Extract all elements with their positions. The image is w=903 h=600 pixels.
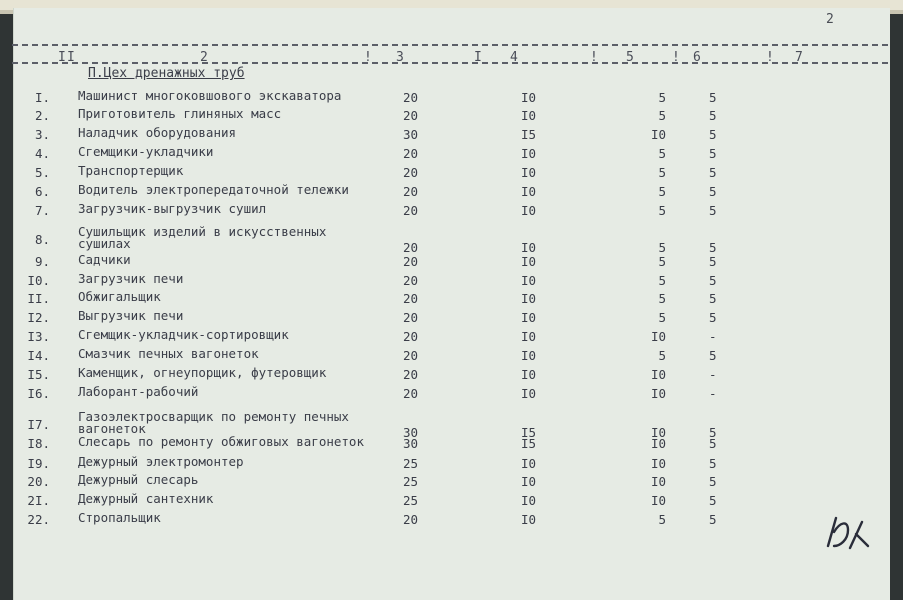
header-col-6: 6 bbox=[693, 50, 701, 65]
col-5-value: 5 bbox=[658, 108, 666, 123]
job-title: Дежурный электромонтер bbox=[78, 454, 244, 469]
col-3-value: 20 bbox=[403, 367, 419, 382]
col-4-value: I0 bbox=[521, 329, 537, 344]
row-number: 22. bbox=[27, 512, 50, 527]
job-title: Выгрузчик печи bbox=[78, 308, 184, 323]
job-title: Приготовитель глиняных масс bbox=[78, 106, 282, 121]
col-5-value: I0 bbox=[650, 474, 666, 489]
col-3-value: 20 bbox=[403, 146, 419, 161]
row-number: I3. bbox=[27, 329, 50, 344]
col-6-value: 5 bbox=[709, 146, 717, 161]
section-title: П.Цех дренажных труб bbox=[88, 66, 245, 81]
col-4-value: I0 bbox=[521, 348, 537, 363]
col-6-value: 5 bbox=[709, 108, 717, 123]
col-3-value: 30 bbox=[403, 127, 419, 142]
col-3-value: 20 bbox=[403, 240, 419, 255]
col-6-value: - bbox=[709, 386, 717, 401]
col-6-value: 5 bbox=[709, 203, 717, 218]
col-4-value: I0 bbox=[521, 310, 537, 325]
col-5-value: I0 bbox=[650, 386, 666, 401]
row-number: 7. bbox=[34, 203, 50, 218]
job-title: Сушильщик изделий в искусственных bbox=[78, 224, 327, 239]
job-title: Обжигальщик bbox=[78, 289, 161, 304]
row-number: 4. bbox=[34, 146, 50, 161]
col-3-value: 20 bbox=[403, 386, 419, 401]
col-5-value: 5 bbox=[658, 184, 666, 199]
col-4-value: I0 bbox=[521, 184, 537, 199]
row-number: I7. bbox=[27, 417, 50, 432]
col-3-value: 30 bbox=[403, 436, 419, 451]
col-5-value: 5 bbox=[658, 291, 666, 306]
col-5-value: 5 bbox=[658, 348, 666, 363]
col-6-value: 5 bbox=[709, 348, 717, 363]
col-5-value: 5 bbox=[658, 165, 666, 180]
job-title: Машинист многоковшового экскаватора bbox=[78, 88, 342, 103]
col-6-value: 5 bbox=[709, 273, 717, 288]
col-5-value: 5 bbox=[658, 146, 666, 161]
header-sep: ! bbox=[766, 50, 774, 65]
col-4-value: I0 bbox=[521, 456, 537, 471]
job-title: Сгемщик-укладчик-сортировщик bbox=[78, 327, 289, 342]
col-5-value: 5 bbox=[658, 240, 666, 255]
row-number: 6. bbox=[34, 184, 50, 199]
job-title: Загрузчик печи bbox=[78, 271, 184, 286]
col-6-value: - bbox=[709, 367, 717, 382]
job-title: Лаборант-рабочий bbox=[78, 384, 199, 399]
col-4-value: I0 bbox=[521, 512, 537, 527]
col-3-value: 30 bbox=[403, 425, 419, 440]
row-number: I4. bbox=[27, 348, 50, 363]
job-title: Сгемщики-укладчики bbox=[78, 144, 214, 159]
col-6-value: 5 bbox=[709, 90, 717, 105]
col-4-value: I0 bbox=[521, 203, 537, 218]
col-6-value: 5 bbox=[709, 184, 717, 199]
col-3-value: 20 bbox=[403, 203, 419, 218]
job-title-continuation: вагонеток bbox=[78, 421, 146, 436]
col-6-value: 5 bbox=[709, 493, 717, 508]
col-4-value: I0 bbox=[521, 291, 537, 306]
job-title: Газоэлектросварщик по ремонту печных bbox=[78, 409, 349, 424]
row-number: 5. bbox=[34, 165, 50, 180]
col-4-value: I0 bbox=[521, 367, 537, 382]
col-5-value: I0 bbox=[650, 436, 666, 451]
row-number: 2I. bbox=[27, 493, 50, 508]
col-3-value: 20 bbox=[403, 165, 419, 180]
col-5-value: 5 bbox=[658, 254, 666, 269]
col-3-value: 20 bbox=[403, 348, 419, 363]
header-col-5: 5 bbox=[626, 50, 634, 65]
header-col-1: I bbox=[67, 50, 75, 65]
col-3-value: 20 bbox=[403, 184, 419, 199]
handwritten-page-mark bbox=[822, 512, 870, 552]
header-sep: ! bbox=[590, 50, 598, 65]
row-number: I5. bbox=[27, 367, 50, 382]
col-4-value: I5 bbox=[521, 425, 537, 440]
col-3-value: 20 bbox=[403, 254, 419, 269]
row-number: 20. bbox=[27, 474, 50, 489]
col-6-value: 5 bbox=[709, 425, 717, 440]
header-sep: I bbox=[474, 50, 482, 65]
col-6-value: 5 bbox=[709, 127, 717, 142]
col-6-value: - bbox=[709, 329, 717, 344]
header-top-rule bbox=[12, 44, 888, 46]
col-5-value: I0 bbox=[650, 493, 666, 508]
row-number: I2. bbox=[27, 310, 50, 325]
col-4-value: I5 bbox=[521, 127, 537, 142]
col-3-value: 20 bbox=[403, 291, 419, 306]
header-col-2: 2 bbox=[200, 50, 208, 65]
col-4-value: I0 bbox=[521, 386, 537, 401]
col-3-value: 20 bbox=[403, 90, 419, 105]
col-4-value: I0 bbox=[521, 90, 537, 105]
col-6-value: 5 bbox=[709, 310, 717, 325]
row-number: I0. bbox=[27, 273, 50, 288]
header-col-3: 3 bbox=[396, 50, 404, 65]
header-sep: ! bbox=[364, 50, 372, 65]
col-3-value: 20 bbox=[403, 108, 419, 123]
row-number: I6. bbox=[27, 386, 50, 401]
col-6-value: 5 bbox=[709, 254, 717, 269]
job-title: Дежурный слесарь bbox=[78, 472, 199, 487]
job-title: Слесарь по ремонту обжиговых вагонеток bbox=[78, 434, 364, 449]
page-number: 2 bbox=[826, 12, 834, 27]
col-6-value: 5 bbox=[709, 456, 717, 471]
col-5-value: 5 bbox=[658, 512, 666, 527]
job-title: Каменщик, огнеупорщик, футеровщик bbox=[78, 365, 327, 380]
col-6-value: 5 bbox=[709, 474, 717, 489]
row-number: 2. bbox=[34, 108, 50, 123]
col-6-value: 5 bbox=[709, 436, 717, 451]
job-title: Наладчик оборудования bbox=[78, 125, 237, 140]
col-3-value: 20 bbox=[403, 512, 419, 527]
job-title: Стропальщик bbox=[78, 510, 161, 525]
col-4-value: I0 bbox=[521, 146, 537, 161]
col-3-value: 25 bbox=[403, 474, 419, 489]
col-4-value: I0 bbox=[521, 474, 537, 489]
col-5-value: 5 bbox=[658, 273, 666, 288]
job-title: Загрузчик-выгрузчик сушил bbox=[78, 201, 267, 216]
col-3-value: 25 bbox=[403, 493, 419, 508]
row-number: II. bbox=[27, 291, 50, 306]
job-title-continuation: сушилах bbox=[78, 236, 131, 251]
row-number: 3. bbox=[34, 127, 50, 142]
col-6-value: 5 bbox=[709, 240, 717, 255]
job-title: Дежурный сантехник bbox=[78, 491, 214, 506]
col-5-value: 5 bbox=[658, 90, 666, 105]
job-title: Садчики bbox=[78, 252, 131, 267]
header-col-7: 7 bbox=[795, 50, 803, 65]
header-col-4: 4 bbox=[510, 50, 518, 65]
col-3-value: 20 bbox=[403, 273, 419, 288]
row-number: I. bbox=[34, 90, 50, 105]
col-4-value: I0 bbox=[521, 108, 537, 123]
row-number: I9. bbox=[27, 456, 50, 471]
job-title: Смазчик печных вагонеток bbox=[78, 346, 259, 361]
col-5-value: I0 bbox=[650, 329, 666, 344]
col-5-value: I0 bbox=[650, 367, 666, 382]
col-5-value: I0 bbox=[650, 456, 666, 471]
col-4-value: I0 bbox=[521, 273, 537, 288]
col-4-value: I0 bbox=[521, 165, 537, 180]
job-title: Водитель электропередаточной тележки bbox=[78, 182, 349, 197]
col-4-value: I0 bbox=[521, 493, 537, 508]
col-6-value: 5 bbox=[709, 165, 717, 180]
header-col-sep: I bbox=[58, 50, 66, 65]
row-number: 9. bbox=[34, 254, 50, 269]
col-3-value: 20 bbox=[403, 329, 419, 344]
col-4-value: I0 bbox=[521, 240, 537, 255]
col-6-value: 5 bbox=[709, 291, 717, 306]
row-number: I8. bbox=[27, 436, 50, 451]
col-6-value: 5 bbox=[709, 512, 717, 527]
col-4-value: I5 bbox=[521, 436, 537, 451]
header-bottom-rule bbox=[12, 62, 888, 64]
col-5-value: I0 bbox=[650, 127, 666, 142]
col-3-value: 25 bbox=[403, 456, 419, 471]
col-3-value: 20 bbox=[403, 310, 419, 325]
job-title: Транспортерщик bbox=[78, 163, 184, 178]
col-5-value: 5 bbox=[658, 203, 666, 218]
row-number: 8. bbox=[34, 232, 50, 247]
col-4-value: I0 bbox=[521, 254, 537, 269]
col-5-value: I0 bbox=[650, 425, 666, 440]
col-5-value: 5 bbox=[658, 310, 666, 325]
header-sep: ! bbox=[672, 50, 680, 65]
